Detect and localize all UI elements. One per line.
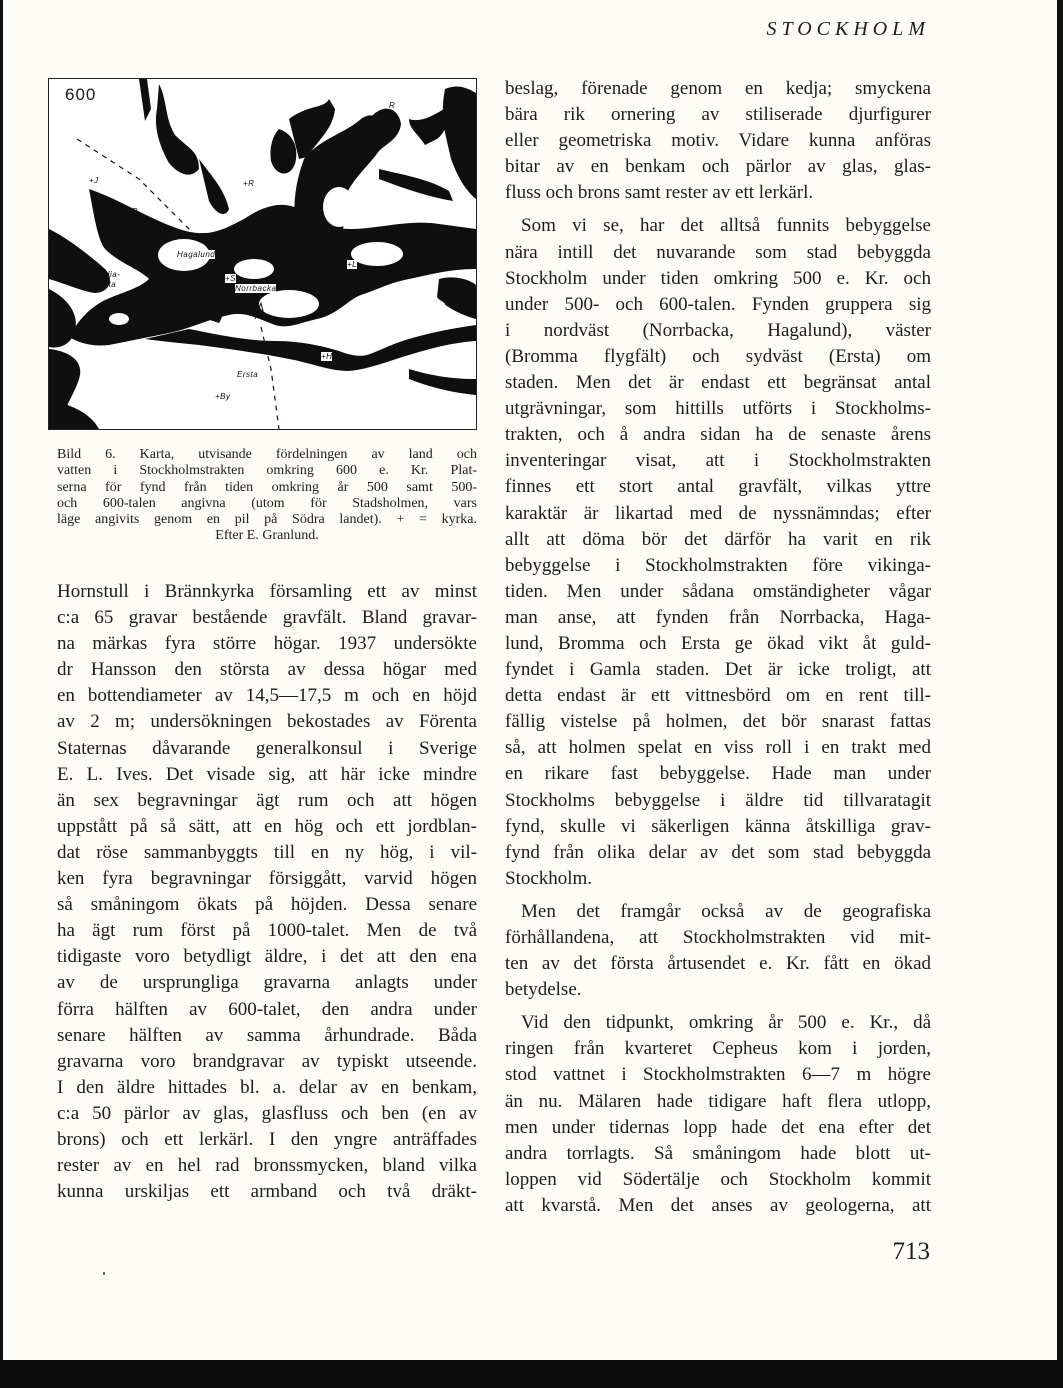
text-line: bära rik ornering av stiliserade djurfigurer [505, 104, 931, 126]
text-line: inventeringar visat, att i Stockholmstrakten [505, 450, 931, 472]
text-line: förhållandena, att Stockholmstrakten vid mit- [505, 927, 931, 948]
caption-line: Bild 6. Karta, utvisande fördelningen av land och [57, 447, 477, 462]
page-number: 713 [892, 1238, 930, 1265]
text-line: (Bromma flygfält) och sydväst (Ersta) om [505, 345, 931, 367]
map-figure [48, 78, 477, 430]
text-line: lund, Bromma och Ersta ge ökad vikt åt guld- [505, 632, 931, 654]
text-line: andra torrlagts. Så småningom hade blott ut- [505, 1142, 931, 1164]
text-line: Staternas dåvarande generalkonsul i Sverige [57, 737, 477, 759]
paragraph [505, 1010, 931, 1219]
text-line: Stockholm. [505, 867, 593, 889]
text-line: staden. Men det är endast ett begränsat antal [505, 372, 931, 394]
text-line: rester av en hel rad bronssmycken, bland vilka [57, 1155, 477, 1177]
text-line: bitar av en benkam och pärlor av glas, glas- [505, 156, 931, 178]
text-line: fynd, skulle vi säkerligen känna åtskilliga grav- [505, 815, 931, 837]
map-label-ersta: Ersta [237, 370, 259, 379]
text-line: trakten, och å andra sidan ha de senaste årens [505, 424, 931, 446]
text-line: Hornstull i Brännkyrka församling ett av minst [57, 581, 477, 602]
left-column-text [57, 579, 477, 1205]
map-illustration [49, 79, 476, 429]
text-line: än sex begravningar ägt rum och att högen [57, 789, 477, 811]
text-line: en rikare fast bebyggelse. Hade man under [505, 763, 931, 785]
text-line: fyndet i Gamla staden. Det är icke troligt, att [505, 659, 931, 681]
map-label-glia: Glia- [101, 270, 121, 279]
text-line: att kvarstå. Men det anses av geologerna, att [505, 1194, 931, 1216]
text-line: fluss och brons samt rester av ett lerkärl. [505, 182, 814, 204]
map-church-l: +L [347, 260, 358, 269]
text-line: ha ägt rum först på 1000-talet. Men de två [57, 920, 477, 942]
text-line: men under tidernas lopp hade det ena efter det [505, 1116, 931, 1138]
text-line: fynd från olika delar av det som stad bebyggda [505, 841, 931, 863]
map-church-j: +J [89, 176, 99, 185]
map-church-r: +R [243, 179, 255, 188]
text-line: av de ursprungliga gravarna anlagts under [57, 972, 477, 994]
text-line: Stockholm under tiden omkring 500 e. Kr. och [505, 267, 931, 289]
text-line: så, att holmen spelat en viss roll i en trakt med [505, 737, 931, 759]
text-line: ken fyra begravningar försiggått, varvid högen [57, 868, 477, 890]
text-line: gravarna voro brandgravar av typiskt utseende. [57, 1050, 477, 1072]
map-church-h: +H [321, 352, 333, 361]
text-line: I den äldre hittades bl. a. delar av en benkam, [57, 1076, 477, 1098]
text-line: kunna urskiljas ett armband och två dräkt- [57, 1181, 477, 1203]
text-line: tiden. Men under sådana omständigheter vågar [505, 580, 931, 602]
text-line: nära intill det nuvarande som stad bebyggda [505, 241, 931, 263]
map-label-linta: linta [99, 280, 117, 289]
running-head: STOCKHOLM [766, 18, 930, 40]
text-line: man anse, att fynden från Norrbacka, Haga- [505, 606, 931, 628]
text-line: E. L. Ives. Det visade sig, att här icke mindre [57, 763, 477, 785]
text-line: allt att döma bör det därför ha varit en rik [505, 528, 931, 550]
scan-edge-bottom [0, 1360, 1063, 1388]
text-line: fällig vistelse på holmen, det bör snarast fattas [505, 711, 931, 733]
text-line: under 500- och 600-talen. Fynden gruppera sig [505, 293, 931, 315]
text-line: Men det framgår också av de geografiska [521, 900, 931, 922]
text-line: så småningom ökats på höjden. Dessa senare [57, 894, 477, 916]
text-line: Som vi se, har det alltså funnits bebyggelse [521, 215, 931, 237]
caption-line: vatten i Stockholmstrakten omkring 600 e. Kr. Plat- [57, 463, 477, 479]
figure-caption [57, 447, 477, 545]
text-line: Vid den tidpunkt, omkring år 500 e. Kr., då [521, 1012, 931, 1034]
map-label-norrbacka: Norrbacka [235, 284, 277, 293]
map-year-label: 600 [65, 85, 97, 104]
text-line: ringen från kvarteret Cepheus kom i jorden, [505, 1038, 931, 1060]
text-line: finnes ett stort antal gravfält, vilkas yttre [505, 476, 931, 498]
text-line: av 2 m; undersökningen bekostades av Förenta [57, 711, 477, 733]
text-line: c:a 50 pärlor av glas, glasfluss och ben (en av [57, 1102, 477, 1124]
map-church-s: +S [225, 274, 237, 283]
scan-edge-right [1057, 0, 1063, 1388]
text-line: betydelse. [505, 979, 582, 1001]
text-line: loppen vid Södertälje och Stockholm kommit [505, 1168, 931, 1190]
paragraph [505, 213, 931, 891]
text-line: c:a 65 gravar bestående gravfält. Bland gravar- [57, 607, 477, 629]
text-line: dr Hansson den största av dessa högar med [57, 659, 477, 681]
text-line: senare hälften av samma århundrade. Båda [57, 1024, 477, 1046]
right-column-text [505, 76, 931, 1219]
paragraph [505, 76, 931, 206]
scan-speck [103, 1272, 105, 1275]
scan-edge-left [0, 0, 3, 1388]
text-line: ten av det första årtusendet e. Kr. fått en ökad [505, 953, 931, 975]
text-line: i nordväst (Norrbacka, Hagalund), väster [505, 319, 931, 341]
text-line: karaktär är likartad med de nyssnämndas; efter [505, 502, 931, 524]
text-line: en bottendiameter av 14,5—17,5 m och en höjd [57, 685, 477, 707]
map-church-b: +B [131, 262, 143, 271]
text-line: förra hälften av 600-talet, den andra under [57, 998, 477, 1020]
text-line: brons) och ett lerkärl. I den yngre anträffades [57, 1128, 477, 1150]
caption-line: läge angivits genom en pil på Södra landet). + = kyrka. [57, 512, 477, 528]
text-line: na märkas fyra större högar. 1937 undersökte [57, 633, 477, 655]
text-line: beslag, förenade genom en kedja; smyckena [505, 78, 931, 99]
text-line: dat röse sammanbyggts till en ny hög, i vil- [57, 841, 477, 863]
text-line: eller geometriska motiv. Vidare kunna anföras [505, 130, 931, 152]
caption-credit: Efter E. Granlund. [215, 528, 319, 544]
text-line: utgrävningar, som hittills utförts i Stockholms- [505, 398, 931, 420]
text-line: uppstått på så sätt, att en hög och ett jordblan- [57, 815, 477, 837]
map-church-by: +By [215, 392, 231, 401]
text-line: bebyggelse i Stockholmstrakten före vikinga- [505, 554, 931, 576]
map-church-sp: +SP [121, 207, 138, 216]
caption-line: och 600-talen angivna (utom för Stadsholmen, vars [57, 495, 477, 511]
caption-line: serna för fynd från tiden omkring år 500 samt 500- [57, 479, 477, 495]
text-line: Stockholms bebyggelse i äldre tid tillvaratagit [505, 789, 931, 811]
map-label-hagalund: Hagalund [177, 250, 216, 259]
paragraph [505, 899, 931, 1003]
map-label-r: R [389, 101, 396, 110]
text-line: tidigaste voro betydligt äldre, i det att den ena [57, 946, 477, 968]
text-line: än nu. Mälaren hade tidigare haft flera utlopp, [505, 1090, 931, 1112]
text-line: detta endast är ett vittnesbörd om en rent till- [505, 685, 931, 707]
text-line: stod vattnet i Stockholmstrakten 6—7 m högre [505, 1064, 931, 1086]
